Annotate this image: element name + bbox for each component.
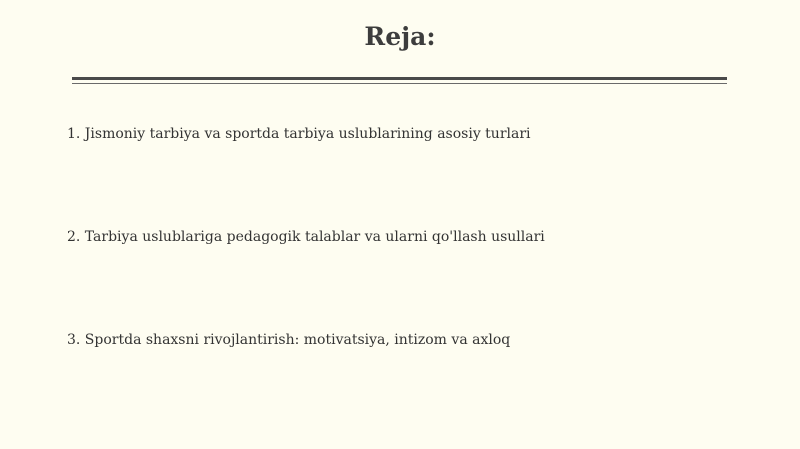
- plan-item-1: 1. Jismoniy tarbiya va sportda tarbiya uslublarining asosiy turlari: [67, 126, 531, 142]
- plan-item-3: 3. Sportda shaxsni rivojlantirish: motivatsiya, intizom va axloq: [67, 332, 511, 348]
- plan-item-2: 2. Tarbiya uslublariga pedagogik talablar va ularni qo'llash usullari: [67, 229, 545, 245]
- divider-thick-line: [72, 77, 727, 80]
- divider-thin-line: [72, 83, 727, 84]
- title-divider: [72, 77, 727, 86]
- slide-title: Reja:: [364, 22, 436, 51]
